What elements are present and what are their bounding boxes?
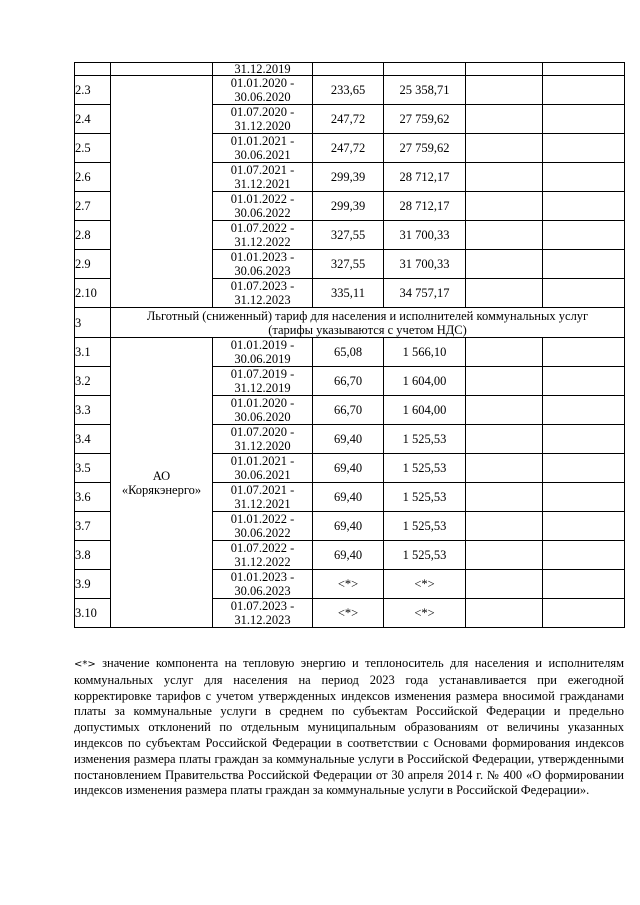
row-number: 3.8 <box>75 548 91 562</box>
row-number-cell <box>75 163 111 192</box>
empty-cell <box>543 192 625 221</box>
period-end: 30.06.2021 <box>234 148 291 162</box>
period-end: 30.06.2022 <box>234 526 291 540</box>
period-cell <box>213 63 313 76</box>
value-cell <box>384 63 466 76</box>
empty-cell <box>466 425 543 454</box>
empty-cell <box>466 338 543 367</box>
period-end: 30.06.2020 <box>234 410 291 424</box>
value-cell <box>384 134 466 163</box>
tariff-value-1: 335,11 <box>331 286 365 300</box>
tariff-value-2: 25 358,71 <box>399 83 450 97</box>
row-number-cell <box>75 483 111 512</box>
empty-cell <box>466 63 543 76</box>
period-cell <box>213 105 313 134</box>
value-cell <box>384 512 466 541</box>
row-number: 3.2 <box>75 374 91 388</box>
row-number-cell <box>75 396 111 425</box>
tariff-value-1: 327,55 <box>330 257 366 271</box>
row-number: 3.3 <box>75 403 91 417</box>
row-number-cell <box>75 454 111 483</box>
row-number-cell <box>75 76 111 105</box>
row-number-cell <box>75 134 111 163</box>
period-cell <box>213 425 313 454</box>
row-number: 3.6 <box>75 490 91 504</box>
empty-cell <box>543 134 625 163</box>
period-end: 30.06.2021 <box>234 468 291 482</box>
row-number-cell <box>75 367 111 396</box>
value-cell <box>313 338 384 367</box>
period-cell <box>213 250 313 279</box>
tariff-value-2: 1 604,00 <box>402 374 447 388</box>
row-number: 2.5 <box>75 141 91 155</box>
period-end: 30.06.2019 <box>234 352 291 366</box>
period-cell <box>213 599 313 628</box>
value-cell <box>313 76 384 105</box>
empty-cell <box>466 279 543 308</box>
value-cell <box>313 163 384 192</box>
section-number: 3 <box>75 315 82 330</box>
tariff-value-2: 1 525,53 <box>402 461 447 475</box>
period-start: 01.01.2020 - <box>230 396 295 410</box>
empty-cell <box>466 367 543 396</box>
empty-cell <box>543 512 625 541</box>
period-end: 30.06.2020 <box>234 90 291 104</box>
row-number-cell <box>75 512 111 541</box>
empty-cell <box>466 599 543 628</box>
empty-cell <box>543 454 625 483</box>
period-start: 01.07.2021 - <box>230 483 295 497</box>
tariff-value-1: <*> <box>337 606 359 620</box>
row-number: 2.6 <box>75 170 91 184</box>
empty-cell <box>543 396 625 425</box>
tariff-value-2: <*> <box>414 577 435 591</box>
tariff-value-1: 299,39 <box>330 170 366 184</box>
period-start: 01.01.2020 - <box>230 76 295 90</box>
tariff-value-2: 1 566,10 <box>402 345 447 359</box>
period-start: 01.01.2023 - <box>230 250 295 264</box>
row-number: 2.8 <box>75 228 91 242</box>
period-start: 01.01.2021 - <box>230 454 295 468</box>
empty-cell <box>543 570 625 599</box>
empty-cell <box>543 221 625 250</box>
period-start: 01.07.2021 - <box>230 163 295 177</box>
footnote-text: значение компонента на тепловую энергию и теплоноситель для населения и исполнителям коммунальных услуг для населения на период 2023 года устанавливается при ежегодной корректировке тарифов с учетом утвержденных индексов изменения размера вносимой гражданами платы за коммунальные услуги в среднем по субъектам Российской Федерации и предельно допустимых отклонений по отдельным муниципальным образованиям от величины указанных индексов по субъектам Российской Федерации в соответствии с Основами формирования индексов изменения размера платы граждан за коммунальные услуги в Российской Федерации, утвержденными постановлением Правительства Российской Федерации от 30 апреля 2014 г. № 400 «О формировании индексов изменения размера платы граждан за коммунальные услуги в Российской Федерации». <box>74 656 624 798</box>
row-number-cell <box>75 308 111 338</box>
empty-cell <box>466 570 543 599</box>
tariff-value-1: 66,70 <box>333 403 363 417</box>
row-number: 3.4 <box>75 432 91 446</box>
empty-cell <box>466 76 543 105</box>
section-title-cell <box>111 308 625 338</box>
empty-cell <box>543 483 625 512</box>
empty-cell <box>466 192 543 221</box>
tariff-value-1: 69,40 <box>333 461 363 475</box>
period-end: 30.06.2023 <box>234 264 291 278</box>
value-cell <box>313 396 384 425</box>
row-number: 3.1 <box>75 345 91 359</box>
empty-cell <box>543 105 625 134</box>
tariff-table-body <box>75 63 625 628</box>
empty-cell <box>466 221 543 250</box>
empty-cell <box>466 105 543 134</box>
empty-cell <box>466 250 543 279</box>
period-cell <box>213 192 313 221</box>
empty-cell <box>543 250 625 279</box>
row-number-cell <box>75 338 111 367</box>
table-row <box>75 63 625 76</box>
period-cell <box>213 221 313 250</box>
tariff-value-2: 27 759,62 <box>399 141 450 155</box>
value-cell <box>313 454 384 483</box>
tariff-value-1: 69,40 <box>333 432 363 446</box>
empty-cell <box>543 163 625 192</box>
tariff-value-2: 34 757,17 <box>399 286 450 300</box>
period-cell <box>213 279 313 308</box>
value-cell <box>384 192 466 221</box>
period-end: 31.12.2023 <box>234 613 291 627</box>
value-cell <box>384 425 466 454</box>
tariff-value-2: 1 525,53 <box>402 490 447 504</box>
period-end: 31.12.2022 <box>234 555 291 569</box>
value-cell <box>384 338 466 367</box>
section-subtitle: (тарифы указываются с учетом НДС) <box>268 322 467 337</box>
tariff-value-2: 1 525,53 <box>402 519 447 533</box>
value-cell <box>313 599 384 628</box>
period-cell <box>213 396 313 425</box>
value-cell <box>384 599 466 628</box>
value-cell <box>384 454 466 483</box>
row-number-cell <box>75 425 111 454</box>
section-title: Льготный (сниженный) тариф для населения и исполнителей коммунальных услуг <box>146 308 589 323</box>
value-cell <box>313 221 384 250</box>
organization-cell <box>111 76 213 308</box>
tariff-value-2: 31 700,33 <box>399 228 450 242</box>
value-cell <box>313 279 384 308</box>
period-start: 01.07.2022 - <box>230 541 295 555</box>
period-end: 30.06.2023 <box>234 584 291 598</box>
empty-cell <box>543 76 625 105</box>
empty-cell <box>543 541 625 570</box>
tariff-value-1: 299,39 <box>330 199 366 213</box>
tariff-value-1: 327,55 <box>330 228 366 242</box>
empty-cell <box>466 396 543 425</box>
row-number-cell <box>75 192 111 221</box>
row-number: 2.7 <box>75 199 91 213</box>
tariff-value-1: <*> <box>337 577 359 591</box>
row-number-cell <box>75 541 111 570</box>
value-cell <box>313 105 384 134</box>
row-number: 3.9 <box>75 577 91 591</box>
section-row <box>75 308 625 338</box>
value-cell <box>313 512 384 541</box>
period-cell <box>213 367 313 396</box>
period-start: 01.07.2023 - <box>230 279 295 293</box>
row-number: 2.10 <box>75 286 97 300</box>
row-number: 2.9 <box>75 257 91 271</box>
tariff-value-2: <*> <box>414 606 435 620</box>
period-cell <box>213 483 313 512</box>
value-cell <box>313 425 384 454</box>
value-cell <box>313 367 384 396</box>
organization-cell <box>111 63 213 76</box>
row-number-cell <box>75 279 111 308</box>
tariff-value-1: 69,40 <box>333 548 363 562</box>
value-cell <box>313 250 384 279</box>
value-cell <box>384 279 466 308</box>
period-cell <box>213 163 313 192</box>
period-cell <box>213 134 313 163</box>
row-number-cell <box>75 599 111 628</box>
empty-cell <box>543 63 625 76</box>
period-end: 31.12.2021 <box>234 177 291 191</box>
tariff-table <box>74 62 625 628</box>
empty-cell <box>466 512 543 541</box>
value-cell <box>313 134 384 163</box>
tariff-value-1: 69,40 <box>333 490 363 504</box>
tariff-value-2: 1 604,00 <box>402 403 447 417</box>
tariff-value-1: 233,65 <box>330 83 366 97</box>
empty-cell <box>466 163 543 192</box>
organization-name: «Корякэнерго» <box>121 482 202 497</box>
tariff-value-1: 247,72 <box>330 112 366 126</box>
period-start: 01.07.2019 - <box>230 367 295 381</box>
tariff-value-1: 69,40 <box>333 519 363 533</box>
value-cell <box>313 570 384 599</box>
period-start: 01.01.2023 - <box>230 570 295 584</box>
empty-cell <box>543 338 625 367</box>
value-cell <box>384 570 466 599</box>
tariff-value-2: 31 700,33 <box>399 257 450 271</box>
tariff-value-1: 66,70 <box>333 374 363 388</box>
period-end: 31.12.2020 <box>234 119 291 133</box>
empty-cell <box>466 541 543 570</box>
footnote-marker: <*> <box>74 659 96 670</box>
empty-cell <box>543 425 625 454</box>
period-end: 31.12.2019 <box>234 381 291 395</box>
period-cell <box>213 338 313 367</box>
tariff-value-2: 28 712,17 <box>399 199 450 213</box>
empty-cell <box>543 599 625 628</box>
value-cell <box>313 192 384 221</box>
value-cell <box>384 250 466 279</box>
value-cell <box>384 483 466 512</box>
period-start: 01.07.2020 - <box>230 425 295 439</box>
row-number: 2.3 <box>75 83 91 97</box>
organization-cell <box>111 338 213 628</box>
empty-cell <box>466 483 543 512</box>
period-cell <box>213 454 313 483</box>
row-number: 3.10 <box>75 606 97 620</box>
footnote <box>74 656 624 799</box>
period-end: 31.12.2019 <box>234 62 291 76</box>
period-cell <box>213 541 313 570</box>
period-start: 01.07.2023 - <box>230 599 295 613</box>
empty-cell <box>543 279 625 308</box>
table-row <box>75 76 625 105</box>
tariff-value-2: 27 759,62 <box>399 112 450 126</box>
period-end: 30.06.2022 <box>234 206 291 220</box>
period-end: 31.12.2020 <box>234 439 291 453</box>
period-end: 31.12.2022 <box>234 235 291 249</box>
row-number-cell <box>75 570 111 599</box>
tariff-value-1: 65,08 <box>333 345 363 359</box>
row-number-cell <box>75 63 111 76</box>
period-cell <box>213 512 313 541</box>
value-cell <box>384 396 466 425</box>
value-cell <box>384 163 466 192</box>
empty-cell <box>466 454 543 483</box>
value-cell <box>384 367 466 396</box>
value-cell <box>384 221 466 250</box>
row-number-cell <box>75 105 111 134</box>
period-start: 01.07.2022 - <box>230 221 295 235</box>
period-end: 31.12.2023 <box>234 293 291 307</box>
period-end: 31.12.2021 <box>234 497 291 511</box>
empty-cell <box>543 367 625 396</box>
period-start: 01.01.2022 - <box>230 512 295 526</box>
organization-type: АО <box>152 468 171 483</box>
tariff-value-1: 247,72 <box>330 141 366 155</box>
tariff-value-2: 1 525,53 <box>402 548 447 562</box>
table-row <box>75 338 625 367</box>
row-number-cell <box>75 250 111 279</box>
value-cell <box>384 105 466 134</box>
value-cell <box>313 483 384 512</box>
period-start: 01.01.2021 - <box>230 134 295 148</box>
value-cell <box>313 63 384 76</box>
period-start: 01.07.2020 - <box>230 105 295 119</box>
row-number: 3.5 <box>75 461 91 475</box>
value-cell <box>384 541 466 570</box>
period-start: 01.01.2019 - <box>230 338 295 352</box>
period-cell <box>213 76 313 105</box>
value-cell <box>313 541 384 570</box>
row-number-cell <box>75 221 111 250</box>
row-number: 2.4 <box>75 112 91 126</box>
value-cell <box>384 76 466 105</box>
period-cell <box>213 570 313 599</box>
period-start: 01.01.2022 - <box>230 192 295 206</box>
row-number: 3.7 <box>75 519 91 533</box>
tariff-value-2: 28 712,17 <box>399 170 450 184</box>
tariff-value-2: 1 525,53 <box>402 432 447 446</box>
empty-cell <box>466 134 543 163</box>
